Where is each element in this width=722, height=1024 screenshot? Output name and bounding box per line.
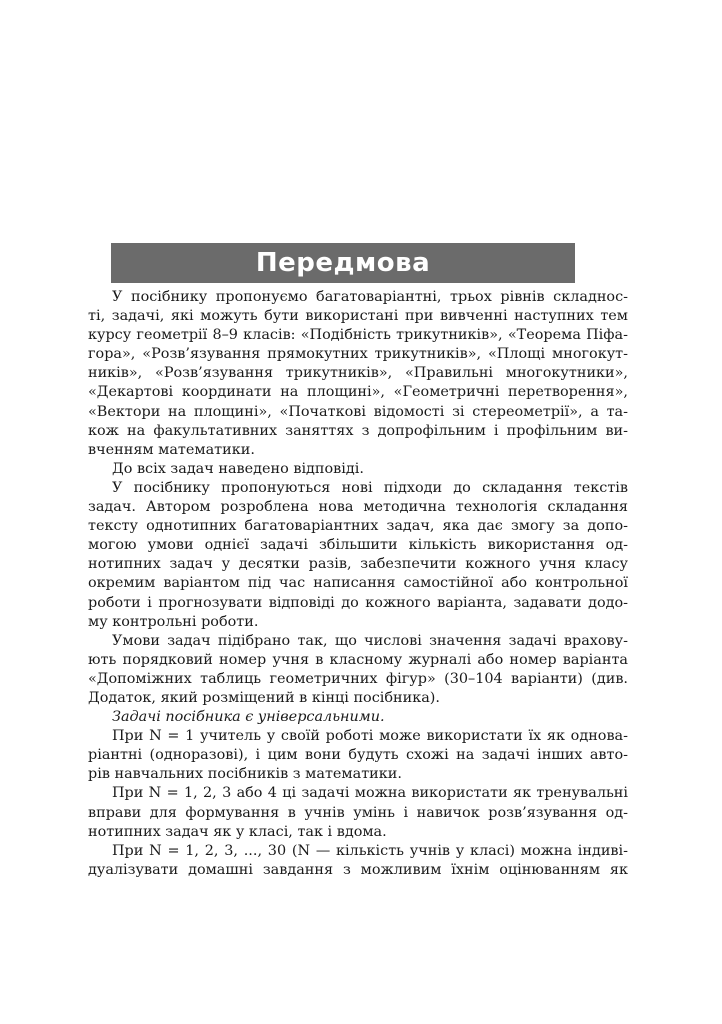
text-line: ріантні (одноразові), і цим вони будуть схожі на задачі інших авто- — [88, 747, 628, 764]
text-line: задач. Автором розроблена нова методична технологія складання — [88, 499, 628, 516]
page-title: Передмова — [255, 248, 431, 278]
text-line: При N = 1 учитель у своїй роботі може використати їх як однова- — [112, 728, 628, 745]
text-line: нотипних задач у десятки разів, забезпечити кожного учня класу — [88, 556, 628, 573]
text-line: могою умови однієї задачі збільшити кількість використання од- — [88, 537, 628, 554]
text-line: ті, задачі, які можуть бути використані при вивченні наступних тем — [88, 308, 628, 325]
text-line: ників», «Розв’язування трикутників», «Правильні многокутники», — [88, 365, 628, 382]
title-banner — [111, 243, 575, 283]
text-line: У посібнику пропонуються нові підходи до складання текстів — [112, 479, 628, 496]
text-line: нотипних задач як у класі, так і вдома. — [88, 823, 387, 840]
text-line: вченням математики. — [88, 441, 255, 458]
text-line: «Допоміжних таблиць геометричних фігур» (30–104 варіанти) (див. — [88, 670, 628, 687]
text-line: При N = 1, 2, 3 або 4 ці задачі можна використати як тренувальні — [112, 785, 628, 802]
text-line: ють порядковий номер учня в класному журналі або номер варіанта — [88, 651, 628, 668]
text-line: роботи і прогнозувати відповіді до кожного варіанта, задавати додо- — [88, 594, 628, 611]
text-line: Задачі посібника є універсальними. — [112, 709, 385, 726]
text-line: У посібнику пропонуємо багатоваріантні, трьох рівнів складнос- — [112, 289, 628, 305]
text-line: кож на факультативних заняттях з допрофільним і профільним ви- — [88, 422, 628, 439]
text-line: При N = 1, 2, 3, ..., 30 (N — кількість учнів у класі) можна індиві- — [112, 842, 628, 859]
text-line: До всіх задач наведено відповіді. — [112, 460, 364, 477]
text-line: вправи для формування в учнів умінь і навичок розв’язування од- — [88, 804, 628, 821]
text-line: гора», «Розв’язування прямокутних трикутників», «Площі многокут- — [88, 346, 628, 363]
text-line: окремим варіантом під час написання самостійної або контрольної — [88, 575, 628, 592]
text-line: Умови задач підібрано так, що числові значення задачі врахову- — [112, 632, 628, 649]
text-line: Додаток, який розміщений в кінці посібника). — [88, 689, 440, 706]
text-line: тексту однотипних багатоваріантних задач, яка дає змогу за допо- — [88, 518, 628, 535]
body-text — [88, 288, 628, 880]
text-line: «Вектори на площині», «Початкові відомості зі стереометрії», а та- — [88, 403, 628, 420]
text-line: «Декартові координати на площині», «Геометричні перетворення», — [88, 384, 628, 401]
text-line: му контрольні роботи. — [88, 613, 259, 630]
text-line: курсу геометрії 8–9 класів: «Подібність трикутників», «Теорема Піфа- — [88, 327, 628, 344]
text-line: дуалізувати домашні завдання з можливим їхнім оцінюванням як — [88, 861, 628, 878]
text-line: рів навчальних посібників з математики. — [88, 766, 402, 783]
